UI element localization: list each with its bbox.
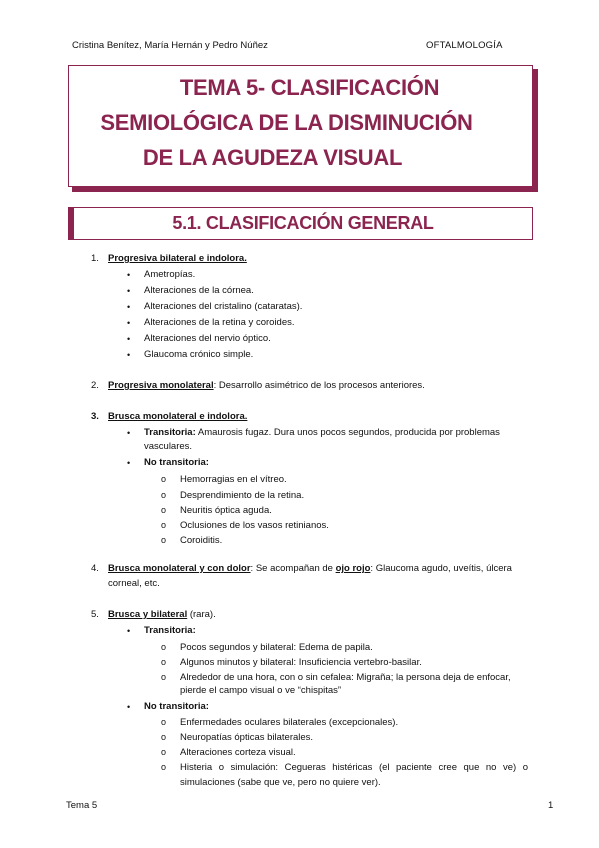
transitoria-text: Amaurosis fugaz. Dura unos pocos segundos, producida por problemas xyxy=(195,427,500,438)
header-subject: OFTALMOLOGÍA xyxy=(426,40,503,51)
list-item: Enfermedades oculares bilaterales (excepcionales). xyxy=(180,717,399,728)
bullet-icon: • xyxy=(127,626,131,636)
ojo-rojo: ojo rojo xyxy=(335,563,371,574)
footer-left: Tema 5 xyxy=(66,800,98,811)
section-title: 5.1. CLASIFICACIÓN GENERAL xyxy=(172,213,434,233)
item-1-number: 1. xyxy=(91,253,99,264)
title-line-1: TEMA 5- CLASIFICACIÓN xyxy=(179,75,440,100)
list-item: Alteraciones del nervio óptico. xyxy=(144,333,271,344)
bullet-icon: • xyxy=(127,458,131,468)
circle-bullet-icon: o xyxy=(161,535,167,545)
list-item: Histeria o simulación: Cegueras histéricas (el paciente cree que no ve) o xyxy=(180,762,528,773)
item-5-no-transitoria-label: No transitoria: xyxy=(144,701,209,712)
bullet-icon: • xyxy=(127,302,131,312)
list-item-cont: pierde el campo visual o ve “chispitas” xyxy=(180,685,342,696)
circle-bullet-icon: o xyxy=(161,762,167,772)
bullet-icon: • xyxy=(127,318,131,328)
list-item: Pocos segundos y bilateral: Edema de papila. xyxy=(180,642,373,653)
header-authors: Cristina Benítez, María Hernán y Pedro Núñez xyxy=(72,40,268,51)
list-item: Neuropatías ópticas bilaterales. xyxy=(180,732,314,743)
circle-bullet-icon: o xyxy=(161,657,167,667)
list-item-cont: simulaciones (sabe que ve, pero no quiere ver). xyxy=(180,777,381,788)
list-item: Algunos minutos y bilateral: Insuficiencia vertebro-basilar. xyxy=(180,657,422,668)
title-line-3: DE LA AGUDEZA VISUAL xyxy=(142,145,403,170)
bullet-icon: • xyxy=(127,350,131,360)
item-4-number: 4. xyxy=(91,563,99,574)
circle-bullet-icon: o xyxy=(161,520,167,530)
bullet-icon: • xyxy=(127,428,131,438)
circle-bullet-icon: o xyxy=(161,642,167,652)
item-4-heading: Brusca monolateral y con dolor xyxy=(108,563,251,574)
circle-bullet-icon: o xyxy=(161,505,167,515)
list-item: Hemorragias en el vítreo. xyxy=(180,474,287,485)
circle-bullet-icon: o xyxy=(161,474,167,484)
item-2-number: 2. xyxy=(91,380,99,391)
transitoria-label: Transitoria: xyxy=(144,427,196,438)
item-5-transitoria-label: Transitoria: xyxy=(144,625,196,636)
list-item: Alteraciones del cristalino (cataratas). xyxy=(144,301,303,312)
item-5-number: 5. xyxy=(91,609,99,620)
item-2-description: : Desarrollo asimétrico de los procesos anteriores. xyxy=(213,380,425,391)
item-3-transitoria-cont: vasculares. xyxy=(144,441,193,452)
circle-bullet-icon: o xyxy=(161,672,167,682)
item-3-transitoria xyxy=(144,427,500,438)
item-5-heading: Brusca y bilateral (rara). xyxy=(108,609,216,620)
list-item: Oclusiones de los vasos retinianos. xyxy=(180,520,329,531)
item-3-heading: Brusca monolateral e indolora. xyxy=(108,411,248,422)
list-item: Alteraciones corteza visual. xyxy=(180,747,296,758)
title-line-2: SEMIOLÓGICA DE LA DISMINUCIÓN xyxy=(100,110,473,135)
list-item: Neuritis óptica aguda. xyxy=(180,505,272,516)
list-item: Glaucoma crónico simple. xyxy=(144,349,254,360)
list-item: Alteraciones de la córnea. xyxy=(144,285,254,296)
list-item: Coroiditis. xyxy=(180,535,223,546)
bullet-icon: • xyxy=(127,334,131,344)
circle-bullet-icon: o xyxy=(161,490,167,500)
page-number: 1 xyxy=(548,800,554,811)
bullet-icon: • xyxy=(127,270,131,280)
item-3-no-transitoria-label: No transitoria: xyxy=(144,457,209,468)
list-item: Ametropías. xyxy=(144,269,196,280)
bullet-icon: • xyxy=(127,702,131,712)
list-item: Alrededor de una hora, con o sin cefalea: Migraña; la persona deja de enfocar, xyxy=(180,672,511,683)
item-4-text: Brusca monolateral y con dolor: Se acompañan de ojo rojo: Glaucoma agudo, uveítis, úlcera xyxy=(108,563,512,574)
item-2-heading: Progresiva monolateral xyxy=(108,380,214,391)
item-1-heading: Progresiva bilateral e indolora. xyxy=(108,253,247,264)
title-box xyxy=(68,65,533,187)
item-3-number: 3. xyxy=(91,411,99,422)
bullet-icon: • xyxy=(127,286,131,296)
list-item: Desprendimiento de la retina. xyxy=(180,490,305,501)
circle-bullet-icon: o xyxy=(161,747,167,757)
item-2-text xyxy=(108,380,425,391)
circle-bullet-icon: o xyxy=(161,717,167,727)
circle-bullet-icon: o xyxy=(161,732,167,742)
section-heading-box xyxy=(68,207,533,240)
list-item: Alteraciones de la retina y coroides. xyxy=(144,317,295,328)
item-4-text-cont: corneal, etc. xyxy=(108,578,160,589)
